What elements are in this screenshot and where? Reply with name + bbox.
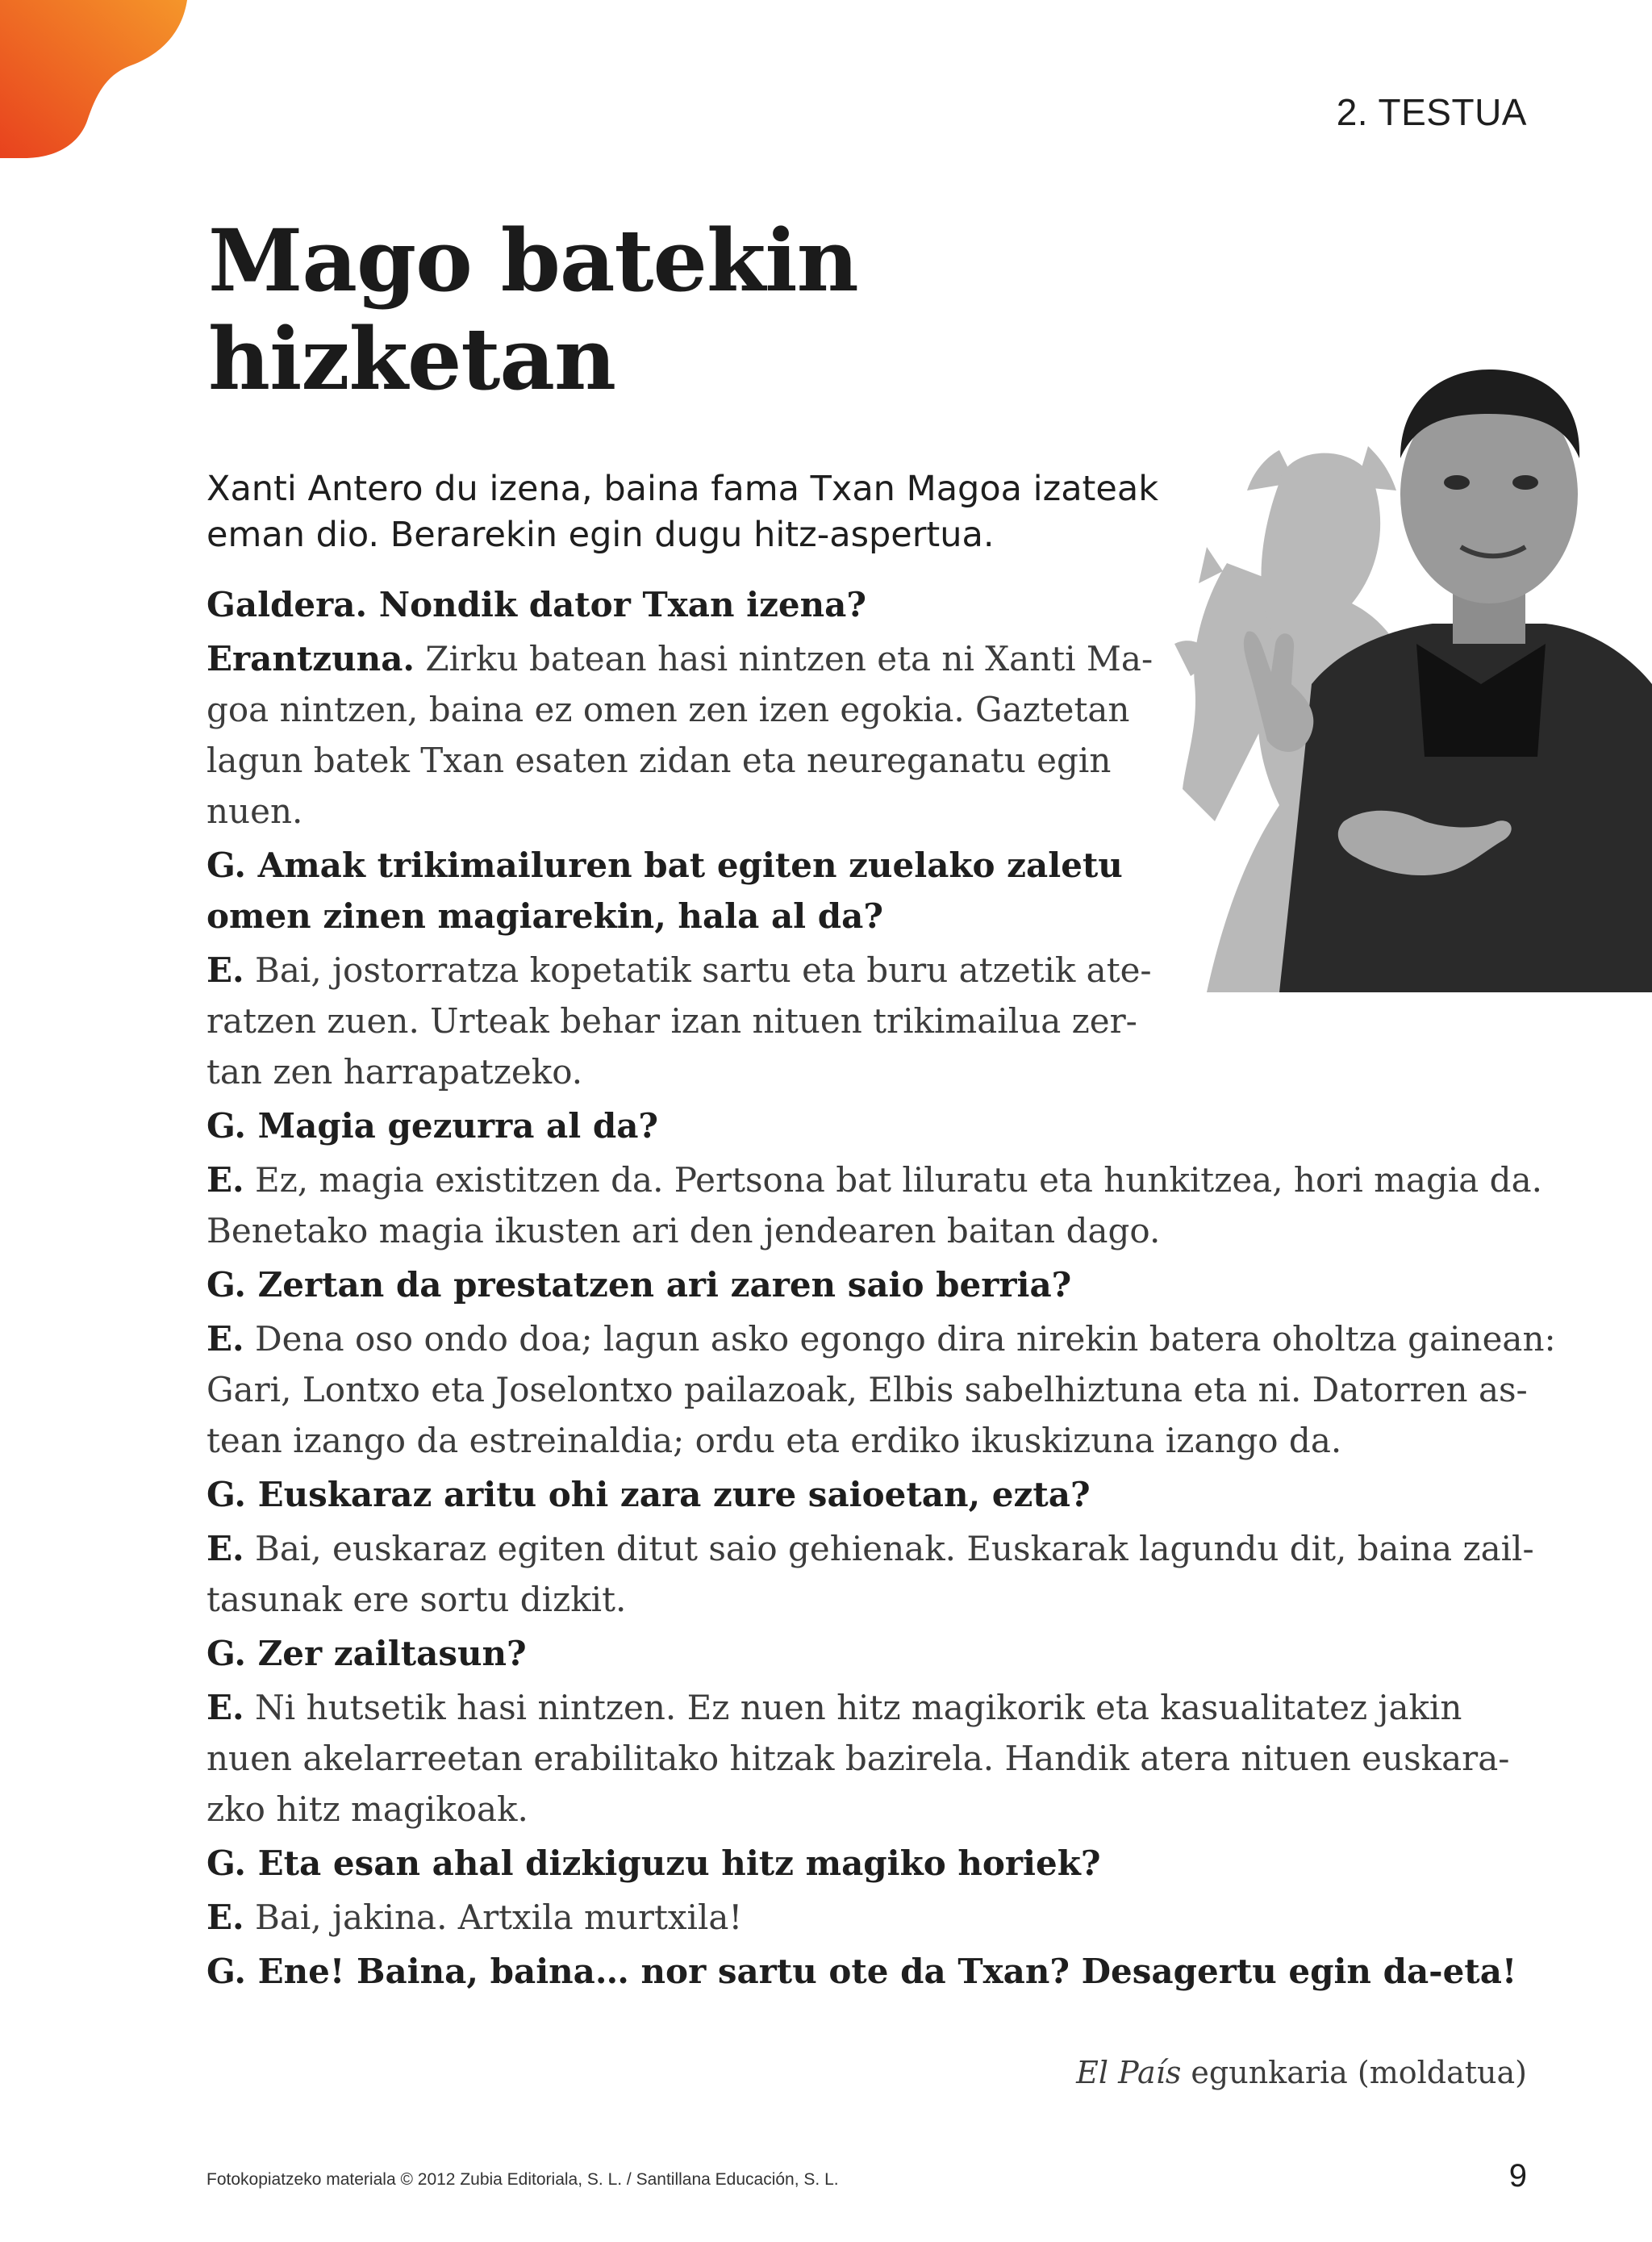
answer-text: Zirku batean hasi nintzen eta ni Xanti Ma- bbox=[425, 639, 1153, 678]
interview-question bbox=[206, 1628, 1529, 1679]
answer-speaker: E. bbox=[206, 950, 244, 990]
answer-text: Dena oso ondo doa; lagun asko egongo dira nirekin batera oholtza gainean: bbox=[255, 1319, 1556, 1359]
corner-accent-shape bbox=[0, 0, 194, 161]
interview-question bbox=[206, 1469, 1529, 1520]
question-line: G. Zertan da prestatzen ari zaren saio berria? bbox=[206, 1265, 1072, 1305]
interview-answer bbox=[206, 1892, 1529, 1943]
question-line: G. Euskaraz aritu ohi zara zure saioetan, ezta? bbox=[206, 1475, 1091, 1514]
question-line: G. Eta esan ahal dizkiguzu hitz magiko horiek? bbox=[206, 1843, 1101, 1883]
interview-question bbox=[206, 579, 1529, 630]
answer-line bbox=[206, 1892, 1529, 1943]
source-citation bbox=[1076, 2055, 1527, 2090]
answer-text: Bai, jakina. Artxila murtxila! bbox=[255, 1898, 743, 1937]
interview-question bbox=[206, 840, 1529, 941]
answer-text: Bai, jostorratza kopetatik sartu eta buru atzetik ate- bbox=[255, 950, 1152, 990]
answer-speaker: E. bbox=[206, 1529, 244, 1568]
page-number: 9 bbox=[1508, 2158, 1527, 2194]
interview-answer bbox=[206, 1313, 1556, 1466]
answer-line: nuen. bbox=[206, 791, 303, 831]
answer-line: Gari, Lontxo eta Joselontxo pailazoak, Elbis sabelhiztuna eta ni. Datorren as- bbox=[206, 1370, 1528, 1409]
interview-question bbox=[206, 1259, 1529, 1310]
answer-line: tan zen harrapatzeko. bbox=[206, 1052, 583, 1092]
question-line: G. Magia gezurra al da? bbox=[206, 1106, 659, 1146]
answer-line bbox=[206, 945, 1529, 996]
question-line: G. Amak trikimailuren bat egiten zuelako zaletu bbox=[206, 845, 1123, 885]
interview-question bbox=[206, 1100, 1529, 1151]
answer-text: Ni hutsetik hasi nintzen. Ez nuen hitz magikorik eta kasualitatez jakin bbox=[255, 1688, 1462, 1727]
answer-line: nuen akelarreetan erabilitako hitzak bazirela. Handik atera nituen euskara- bbox=[206, 1739, 1510, 1778]
answer-text: Ez, magia existitzen da. Pertsona bat liluratu eta hunkitzea, hori magia da. bbox=[255, 1160, 1542, 1200]
interview-answer bbox=[206, 945, 1529, 1097]
intro-paragraph bbox=[206, 466, 1174, 558]
interview-question bbox=[206, 1838, 1529, 1889]
copyright-notice: Fotokopiatzeko materiala © 2012 Zubia Editoriala, S. L. / Santillana Educación, S. L. bbox=[206, 2170, 839, 2189]
answer-line: tasunak ere sortu dizkit. bbox=[206, 1580, 627, 1619]
answer-line: goa nintzen, baina ez omen zen izen egokia. Gaztetan bbox=[206, 690, 1130, 729]
page-title bbox=[208, 211, 1095, 408]
answer-line: zko hitz magikoak. bbox=[206, 1789, 528, 1829]
question-line: Galdera. Nondik dator Txan izena? bbox=[206, 585, 866, 624]
interview-answer bbox=[206, 1523, 1534, 1625]
section-label: 2. TESTUA bbox=[1336, 91, 1527, 133]
answer-line: lagun batek Txan esaten zidan eta neureganatu egin bbox=[206, 741, 1112, 780]
answer-speaker: E. bbox=[206, 1160, 244, 1200]
answer-line bbox=[206, 1682, 1529, 1733]
interview-answer bbox=[206, 1682, 1529, 1835]
interview-answer bbox=[206, 633, 1529, 837]
answer-speaker: E. bbox=[206, 1688, 244, 1727]
interview-answer bbox=[206, 1154, 1542, 1256]
intro-line: eman dio. Berarekin egin dugu hitz-aspertua. bbox=[206, 515, 995, 555]
answer-speaker: E. bbox=[206, 1319, 244, 1359]
question-line: G. Zer zailtasun? bbox=[206, 1634, 527, 1673]
title-line: Mago batekin bbox=[208, 210, 858, 311]
interview-question bbox=[206, 1946, 1529, 1997]
answer-line bbox=[206, 633, 1529, 684]
answer-line bbox=[206, 1154, 1542, 1205]
answer-line: Benetako magia ikusten ari den jendearen baitan dago. bbox=[206, 1211, 1161, 1250]
answer-text: Bai, euskaraz egiten ditut saio gehienak. Euskarak lagundu dit, baina zail- bbox=[255, 1529, 1534, 1568]
intro-line: Xanti Antero du izena, baina fama Txan Magoa izateak bbox=[206, 469, 1159, 509]
answer-line: ratzen zuen. Urteak behar izan nituen trikimailua zer- bbox=[206, 1001, 1137, 1041]
question-line: G. Ene! Baina, baina… nor sartu ote da Txan? Desagertu egin da-eta! bbox=[206, 1952, 1517, 1991]
question-line: omen zinen magiarekin, hala al da? bbox=[206, 896, 883, 936]
answer-speaker: Erantzuna. bbox=[206, 639, 415, 678]
answer-line bbox=[206, 1523, 1534, 1574]
source-publication: El País bbox=[1076, 2055, 1182, 2090]
answer-line: tean izango da estreinaldia; ordu eta erdiko ikuskizuna izango da. bbox=[206, 1421, 1342, 1460]
title-line: hizketan bbox=[208, 308, 616, 409]
answer-speaker: E. bbox=[206, 1898, 244, 1937]
answer-line bbox=[206, 1313, 1556, 1364]
interview-body bbox=[206, 579, 1556, 2000]
source-note: egunkaria (moldatua) bbox=[1181, 2055, 1527, 2090]
